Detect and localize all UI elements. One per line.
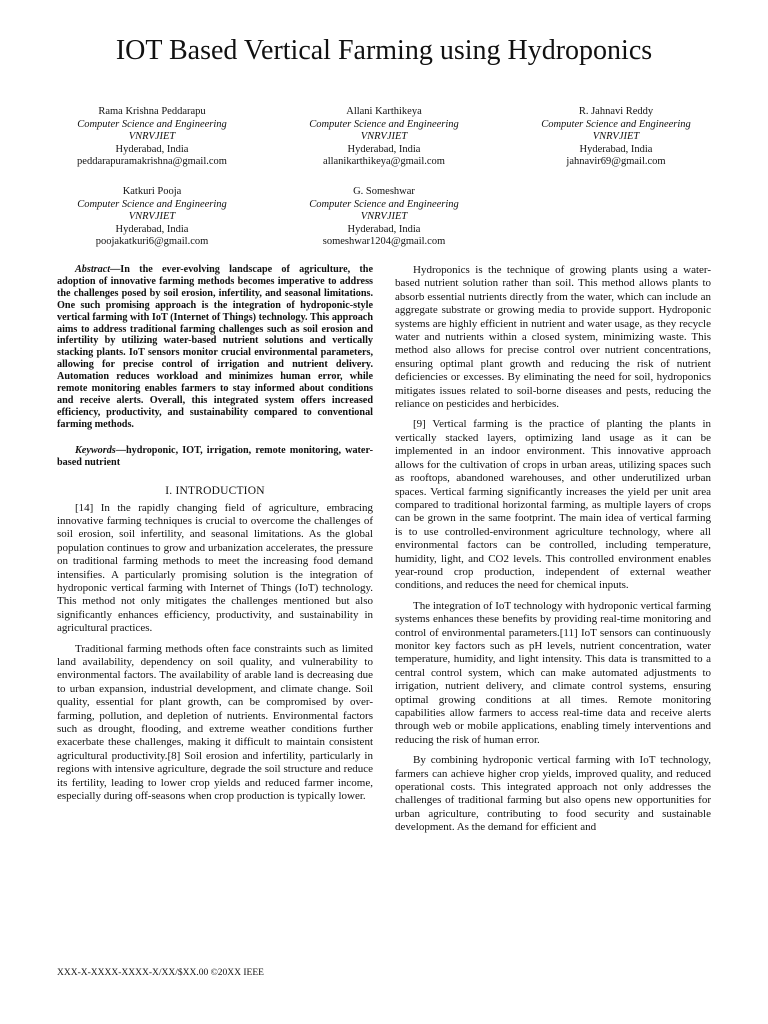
author-name: Allani Karthikeya [346,106,422,117]
author-institution: VNRVJIET [128,131,176,143]
paragraph: Hydroponics is the technique of growing plants using a water-based nutrient solution rather than soil. This method allows plants to absorb essential nutrients directly from the water, which can include an aggregate substrate or growing media to provide support. Hydroponic systems are highly efficient in nutrient and water usage, as they recycle water and nutrients within a closed system, minimizing waste. This method also allows for precise control over nutrient concentrations, ensuring optimal plant growth and reducing the risk of nutrient deficiencies or excesses. By eliminating the need for soil, hydroponics mitigates issues related to soil-borne diseases and pests, reducing the reliance on pesticides and herbicides. [395,264,711,411]
author-block [506,106,726,169]
paragraph: [9] Vertical farming is the practice of planting the plants in vertically stacked layers, optimizing land usage as it can be implemented in an indoor environment. This innovative approach allows for the cultivation of crops in urban areas, utilizing spaces such as rooftops, abandoned warehouses, and other underutilized urban spaces. Vertical farming significantly increases the yield per unit area compared to traditional horizontal farming, as multiple layers of crops can be grown in the same footprint. The main idea of vertical farming is to use controlled-environment agriculture technology, where all environmental factors can be controlled, including temperature, humidity, light, and CO2 levels. This controlled environment enables year-round crop production, independent of external weather conditions, and reduces the need for chemical inputs. [395,418,711,592]
right-column [395,264,711,842]
keywords [57,445,373,470]
author-institution: VNRVJIET [360,131,408,143]
author-department: Computer Science and Engineering [309,118,459,130]
paragraph: Traditional farming methods often face constraints such as limited land availability, dependency on soil quality, and vulnerability to environmental factors. The availability of arable land is decreasing due to urban expansion, industrial development, and climate change. Soil quality, essential for plant growth, can be compromised by over-farming, pollution, and depletion of nutrients. Environmental factors such as drought, flooding, and extreme weather conditions further exacerbate these challenges, making it difficult to maintain consistent agricultural productivity.[8] Soil erosion and infertility, particularly in regions with intensive agriculture, degrade the soil structure and reduce its fertility, leading to lower crop yields and reduced farmer income, especially during off-seasons when crop production is typically lower. [57,642,373,803]
author-block [274,106,494,169]
author-name: Rama Krishna Peddarapu [98,106,206,117]
author-location: Hyderabad, India [579,143,653,155]
abstract [57,264,373,431]
author-department: Computer Science and Engineering [309,198,459,210]
author-email: peddarapuramakrishna@gmail.com [77,156,227,168]
paragraph: By combining hydroponic vertical farming with IoT technology, farmers can achieve higher crop yields, improved quality, and reduced operational costs. This integrated approach not only addresses the challenges of traditional farming but also opens new opportunities for urban agriculture, contributing to food security and sustainable development. As the demand for efficient and [395,754,711,834]
copyright-footer: XXX-X-XXXX-XXXX-X/XX/$XX.00 ©20XX IEEE [57,968,264,978]
keywords-text: —hydroponic, IOT, irrigation, remote monitoring, water-based nutrient [57,444,373,469]
author-block [42,106,262,169]
section-heading-introduction: I. INTRODUCTION [165,484,265,497]
author-location: Hyderabad, India [115,223,189,235]
author-institution: VNRVJIET [360,211,408,223]
author-location: Hyderabad, India [347,143,421,155]
abstract-text: —In the ever-evolving landscape of agriculture, the adoption of innovative farming methods becomes imperative to address the challenges posed by soil erosion, infertility, and seasonal limitations. One such promising approach is the integration of hydroponic-style vertical farming with IoT (Internet of Things) technology. This approach aims to address traditional farming challenges such as soil erosion and infertility by utilizing water-based nutrient solutions and vertically stacking plants. IoT sensors monitor crucial environmental parameters, allowing for precise control of irrigation and nutrient delivery. Automation reduces workload and minimizes human error, while remote monitoring enables farmers to stay informed about conditions and receive alerts. Overall, this integrated system offers increased efficiency, productivity, and sustainability compared to conventional farming methods. [57,264,373,430]
keywords-label: Keywords [75,444,116,456]
author-department: Computer Science and Engineering [541,118,691,130]
author-department: Computer Science and Engineering [77,118,227,130]
author-block [42,186,262,249]
author-institution: VNRVJIET [128,211,176,223]
paragraph: The integration of IoT technology with hydroponic vertical farming systems enhances these benefits by providing real-time monitoring and control of environmental parameters.[11] IoT sensors can continuously monitor key factors such as pH levels, nutrient concentration, water temperature, humidity, and light intensity. This data is transmitted to a central control system, which can make automated adjustments to irrigation, nutrient delivery, and climate control systems, ensuring optimal growing conditions at all times. Remote monitoring capabilities allow farmers to access real-time data and receive alerts through web or mobile applications, enabling timely interventions and reducing the risk of human error. [395,599,711,746]
author-email: allanikarthikeya@gmail.com [323,156,445,168]
paragraph: [14] In the rapidly changing field of agriculture, embracing innovative farming techniques is crucial to overcome the challenges of soil erosion, soil infertility, and seasonal limitations. As the global population continues to grow and urbanization accelerates, the pressure on traditional farming methods to meet the increasing food demand intensifies. A particularly promising solution is the integration of hydroponic vertical farming with Internet of Things (IoT) technology. This method not only mitigates the challenges mentioned but also significantly enhances efficiency, productivity, and sustainability in agricultural practices. [57,501,373,635]
author-email: someshwar1204@gmail.com [322,236,446,248]
left-column [57,264,373,810]
author-email: poojakatkuri6@gmail.com [95,236,209,248]
author-name: R. Jahnavi Reddy [578,106,654,117]
author-institution: VNRVJIET [592,131,640,143]
author-department: Computer Science and Engineering [77,198,227,210]
author-email: jahnavir69@gmail.com [566,156,666,168]
author-location: Hyderabad, India [115,143,189,155]
author-block [274,186,494,249]
author-name: G. Someshwar [353,186,415,197]
author-location: Hyderabad, India [347,223,421,235]
paper-title: IOT Based Vertical Farming using Hydroponics [115,35,653,66]
abstract-label: Abstract [75,264,111,275]
author-name: Katkuri Pooja [122,186,182,197]
